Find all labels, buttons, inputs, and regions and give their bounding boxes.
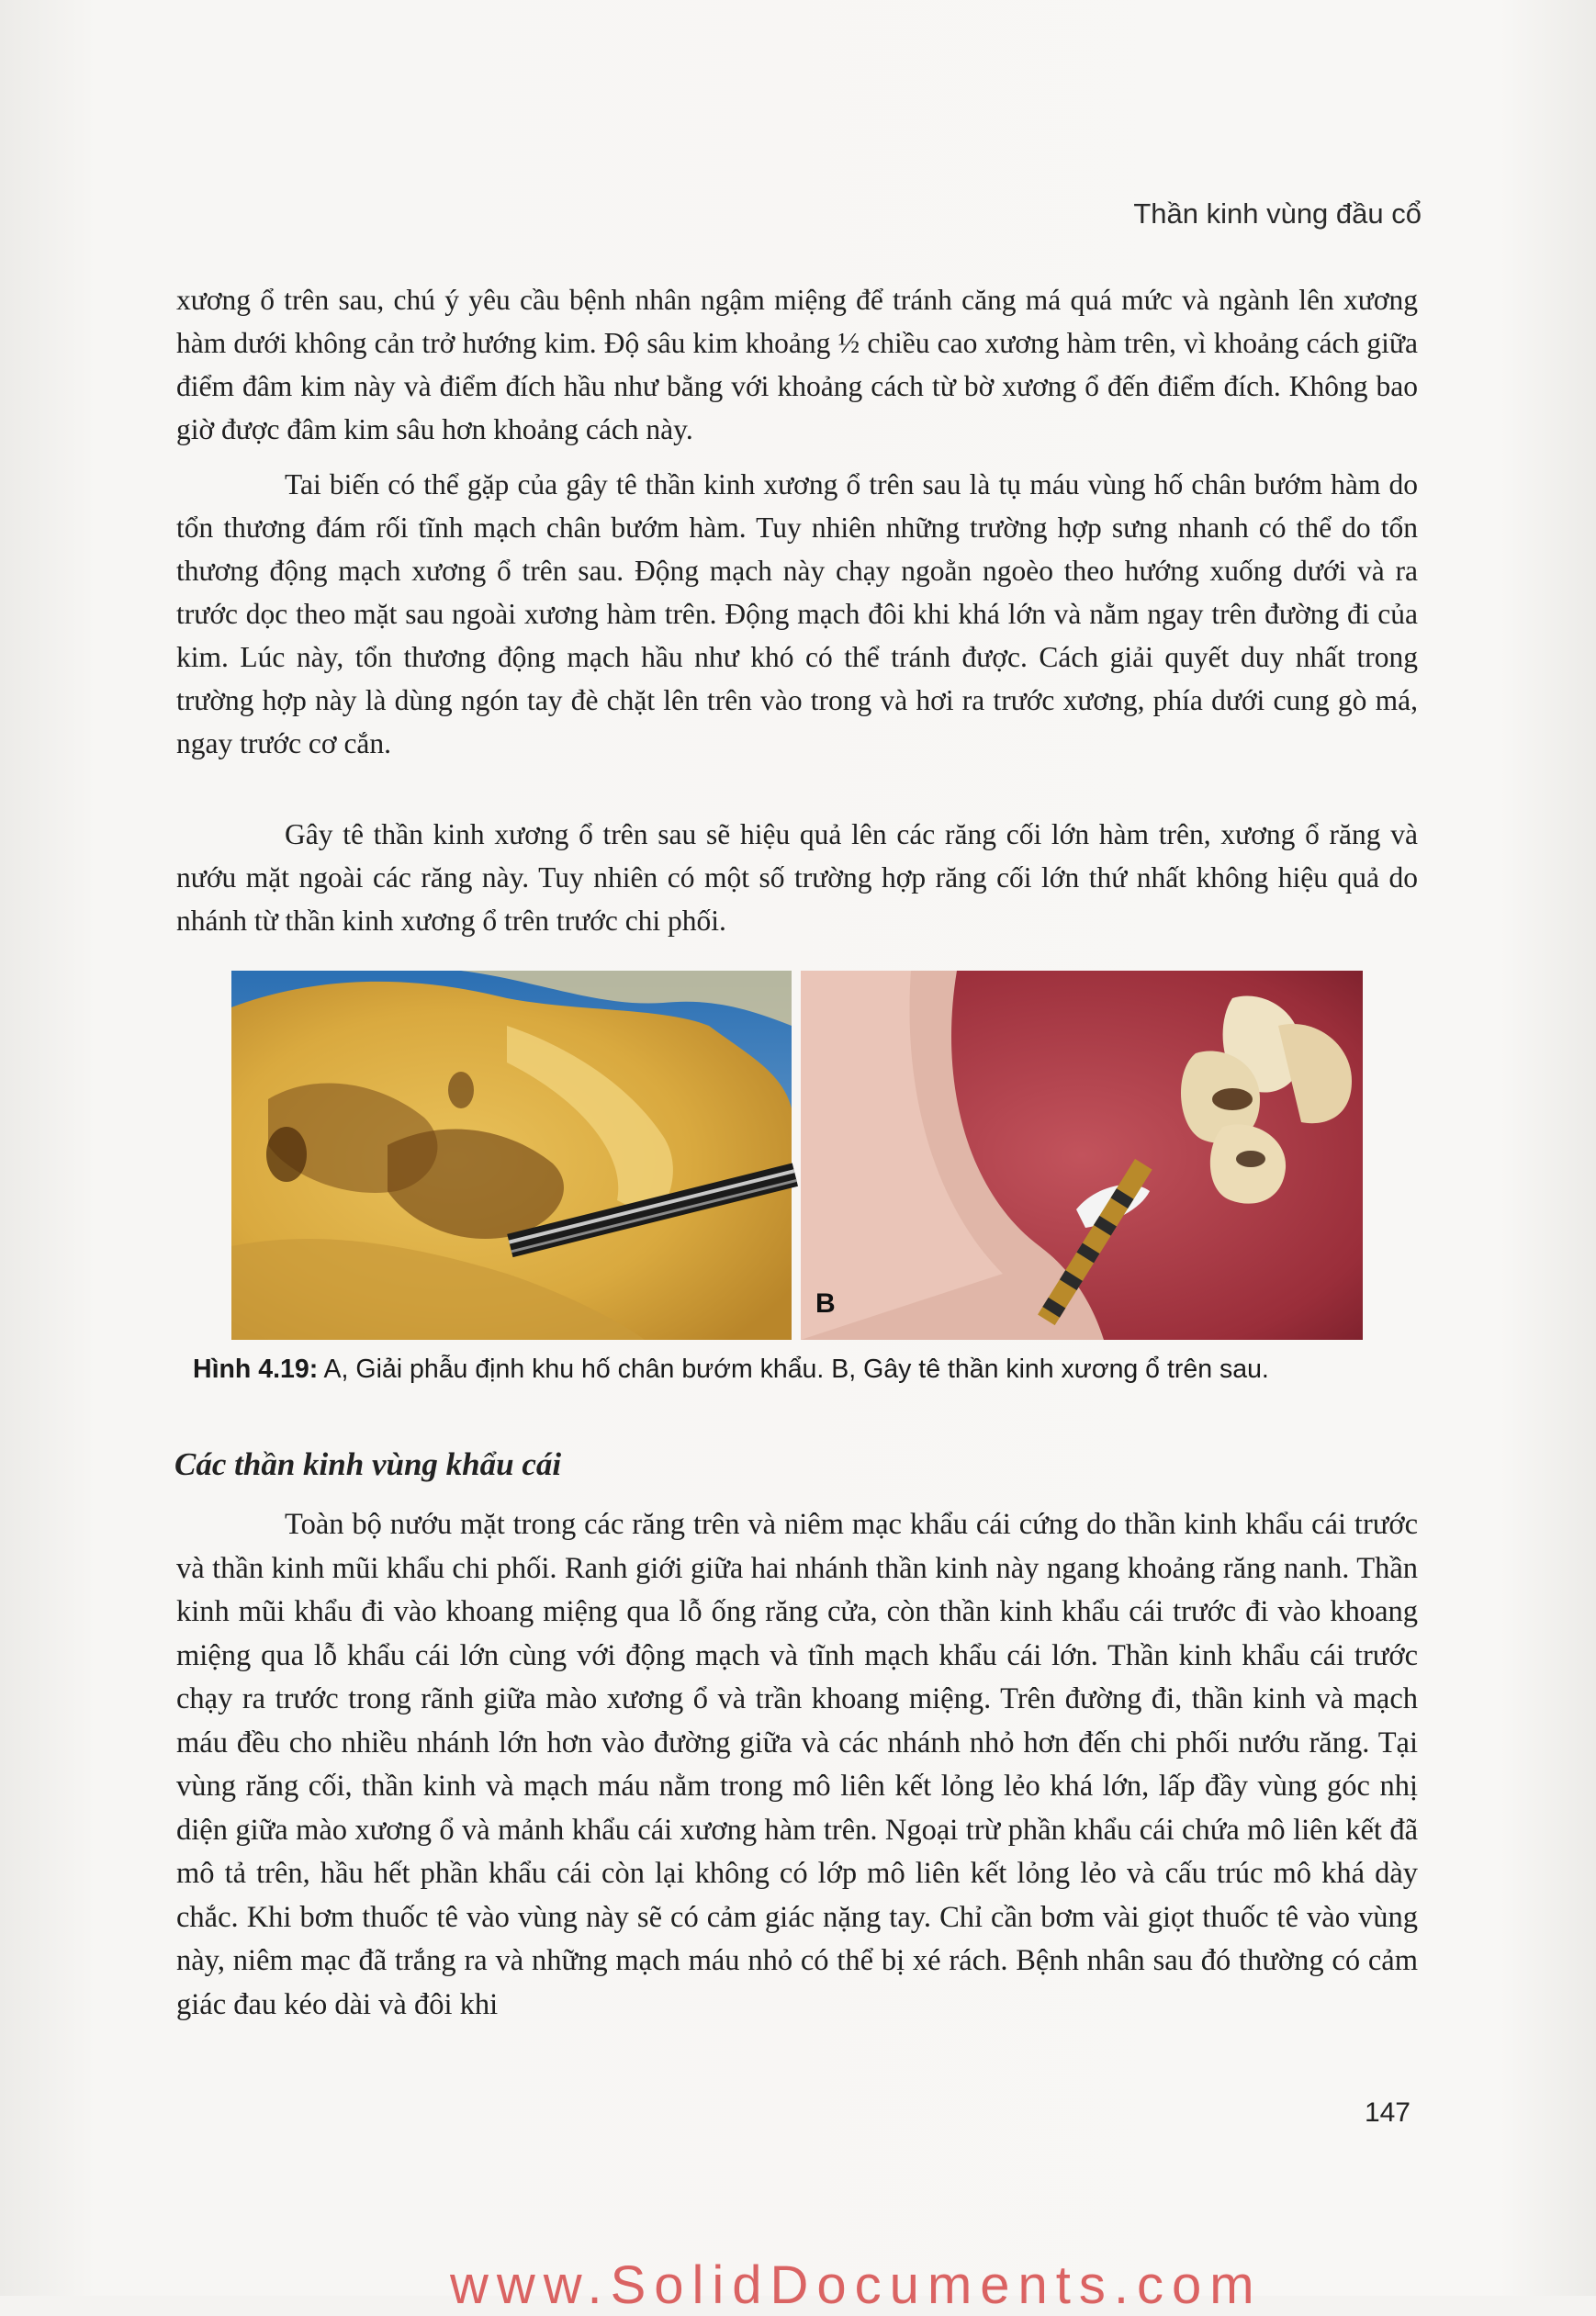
running-head: Thần kinh vùng đầu cổ [1133, 197, 1422, 230]
figure-label-b: B [815, 1288, 836, 1319]
paragraph: Tai biến có thể gặp của gây tê thần kinh xương ổ trên sau là tụ máu vùng hố chân bướm hàm do tổn thương đám rối tĩnh mạch chân bướm hàm. Tuy nhiên những trường hợp sưng nhanh có thể do tổn thương động mạch xương ổ trên sau. Động mạch này chạy ngoằn ngoèo theo hướng xuống dưới và ra trước dọc theo mặt sau ngoài xương hàm trên. Động mạch đôi khi khá lớn và nằm ngay trên đường đi của kim. Lúc này, tổn thương động mạch hầu như khó có thể tránh được. Cách giải quyết duy nhất trong trường hợp này là dùng ngón tay đè chặt lên trên vào trong và hơi ra trước xương, phía dưới cung gò má, ngay trước cơ cắn. [176, 468, 1418, 759]
paragraph-effectiveness [176, 813, 1418, 942]
paragraph: Gây tê thần kinh xương ổ trên sau sẽ hiệu quả lên các răng cối lớn hàm trên, xương ổ răng và nướu mặt ngoài các răng này. Tuy nhiên có một số trường hợp răng cối lớn thứ nhất không hiệu quả do nhánh từ thần kinh xương ổ trên trước chi phối. [176, 818, 1418, 937]
skull-photo-illustration [231, 971, 792, 1340]
paragraph-palatal-nerves [176, 1503, 1418, 2027]
watermark [450, 2254, 1263, 2315]
figure-4-19 [231, 971, 1363, 1340]
paragraph-continuation [176, 278, 1418, 451]
intraoral-photo-illustration [801, 971, 1363, 1340]
paragraph-complications [176, 463, 1418, 765]
caption-text: A, Giải phẫu định khu hố chân bướm khẩu. B, Gây tê thần kinh xương ổ trên sau. [318, 1355, 1269, 1384]
page-number: 147 [1364, 2097, 1411, 2128]
skull-anatomy-photo [231, 971, 792, 1340]
caption-label: Hình 4.19: [193, 1355, 319, 1384]
watermark-text: www.SolidDocuments.com [450, 2255, 1263, 2315]
figure-caption [193, 1355, 1414, 1385]
paragraph: Toàn bộ nướu mặt trong các răng trên và niêm mạc khẩu cái cứng do thần kinh khẩu cái trước và thần kinh mũi khẩu chi phối. Ranh giới giữa hai nhánh thần kinh này ngang khoảng răng nanh. Thần kinh mũi khẩu đi vào khoang miệng qua lỗ ống răng cửa, còn thần kinh khẩu cái trước đi vào khoang miệng qua lỗ khẩu cái lớn cùng với động mạch và tĩnh mạch khẩu cái lớn. Thần kinh khẩu cái trước chạy ra trước trong rãnh giữa mào xương ổ và trần khoang miệng. Trên đường đi, thần kinh và mạch máu đều cho nhiều nhánh lớn hơn vào đường giữa và các nhánh nhỏ hơn đến chi phối nướu răng. Tại vùng răng cối, thần kinh và mạch máu nằm trong mô liên kết lỏng lẻo khá lớn, lấp đầy vùng góc nhị diện giữa mào xương ổ và mảnh khẩu cái xương hàm trên. Ngoại trừ phần khẩu cái chứa mô liên kết đã mô tả trên, hầu hết phần khẩu cái còn lại không có lớp mô liên kết lỏng lẻo và cấu trúc mô khá dày chắc. Khi bơm thuốc tê vào vùng này sẽ có cảm giác nặng tay. Chỉ cần bơm vài giọt thuốc tê vào vùng này, niêm mạc đã trắng ra và những mạch máu nhỏ có thể bị xé rách. Bệnh nhân sau đó thường có cảm giác đau kéo dài và đôi khi [176, 1508, 1418, 2021]
paragraph: xương ổ trên sau, chú ý yêu cầu bệnh nhân ngậm miệng để tránh căng má quá mức và ngành lên xương hàm dưới không cản trở hướng kim. Độ sâu kim khoảng ½ chiều cao xương hàm trên, vì khoảng cách giữa điểm đâm kim này và điểm đích hầu như bằng với khoảng cách từ bờ xương ổ đến điểm đích. Không bao giờ được đâm kim sâu hơn khoảng cách này. [176, 284, 1418, 445]
intraoral-injection-photo [801, 971, 1363, 1340]
section-heading: Các thần kinh vùng khẩu cái [174, 1446, 562, 1482]
